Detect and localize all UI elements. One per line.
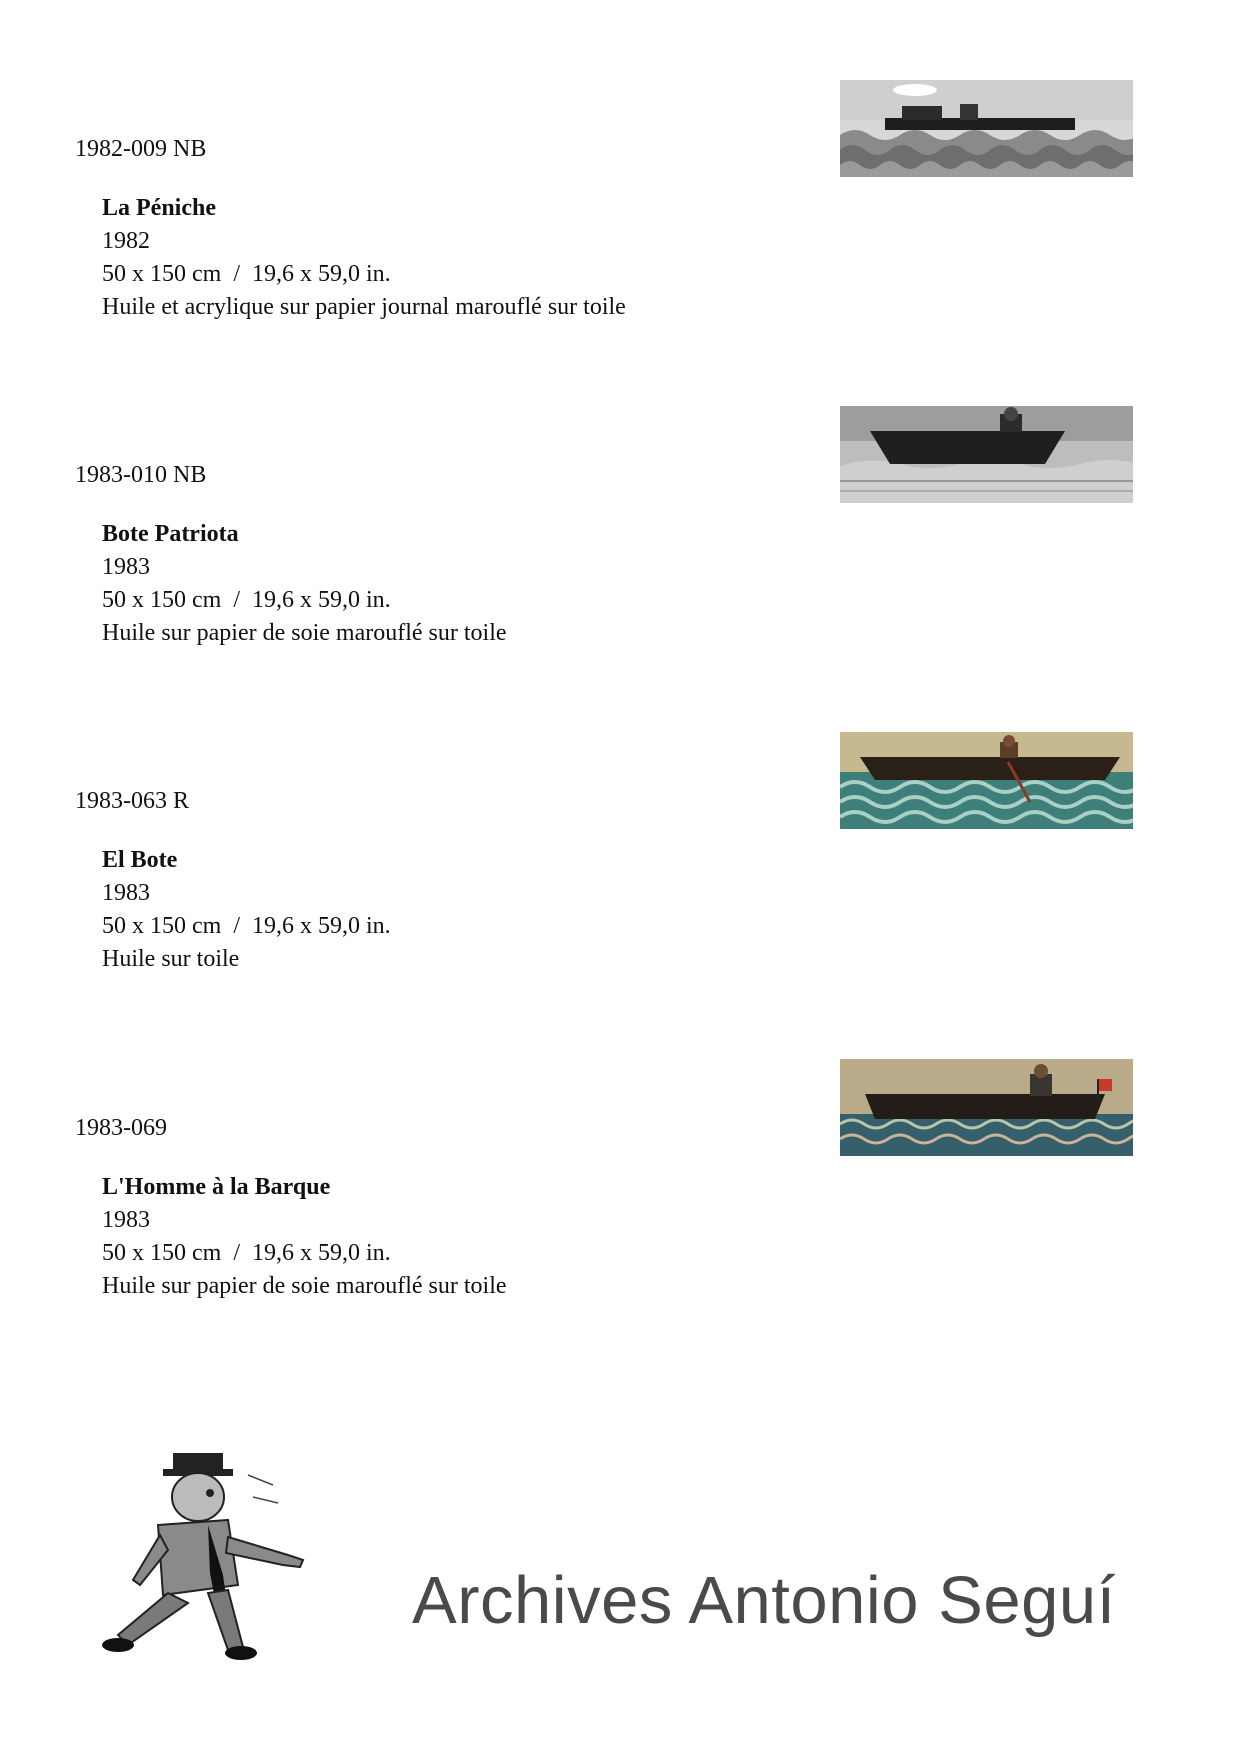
artwork-details	[102, 192, 626, 324]
barge-thumbnail-image	[840, 80, 1133, 177]
boat-on-waves-thumbnail-image	[840, 732, 1133, 829]
catalog-reference: 1983-069	[75, 1115, 167, 1141]
artwork-details	[102, 1171, 507, 1303]
artwork-thumbnail-la-peniche	[840, 80, 1133, 177]
artwork-thumbnail-bote-patriota	[840, 406, 1133, 503]
man-in-boat-thumbnail-image	[840, 1059, 1133, 1156]
artwork-entry	[0, 732, 1239, 1032]
artwork-details	[102, 518, 507, 650]
artwork-medium: Huile sur papier de soie marouflé sur toile	[102, 1273, 507, 1299]
artwork-title: El Bote	[102, 847, 178, 873]
catalog-reference: 1982-009 NB	[75, 136, 207, 162]
artwork-entry	[0, 80, 1239, 380]
artwork-dimensions: 50 x 150 cm / 19,6 x 59,0 in.	[102, 587, 391, 613]
archive-brand-title: Archives Antonio Seguí	[412, 1563, 1116, 1638]
artwork-year: 1983	[102, 554, 150, 580]
rowboat-thumbnail-image	[840, 406, 1133, 503]
artwork-year: 1983	[102, 1207, 150, 1233]
artwork-year: 1983	[102, 880, 150, 906]
artwork-thumbnail-l-homme-a-la-barque	[840, 1059, 1133, 1156]
artwork-entry	[0, 1059, 1239, 1359]
artwork-medium: Huile sur toile	[102, 946, 240, 972]
artwork-title: La Péniche	[102, 195, 216, 221]
artwork-thumbnail-el-bote	[840, 732, 1133, 829]
artwork-dimensions: 50 x 150 cm / 19,6 x 59,0 in.	[102, 261, 391, 287]
catalog-reference: 1983-063 R	[75, 788, 189, 814]
artwork-dimensions: 50 x 150 cm / 19,6 x 59,0 in.	[102, 1240, 391, 1266]
artwork-details	[102, 844, 391, 976]
artwork-title: L'Homme à la Barque	[102, 1174, 331, 1200]
artwork-dimensions: 50 x 150 cm / 19,6 x 59,0 in.	[102, 913, 391, 939]
artwork-medium: Huile sur papier de soie marouflé sur toile	[102, 620, 507, 646]
catalog-reference: 1983-010 NB	[75, 462, 207, 488]
artwork-year: 1982	[102, 228, 150, 254]
artwork-medium: Huile et acrylique sur papier journal marouflé sur toile	[102, 294, 626, 320]
artwork-entry	[0, 406, 1239, 706]
artwork-title: Bote Patriota	[102, 521, 239, 547]
walking-man-logo	[78, 1445, 328, 1670]
